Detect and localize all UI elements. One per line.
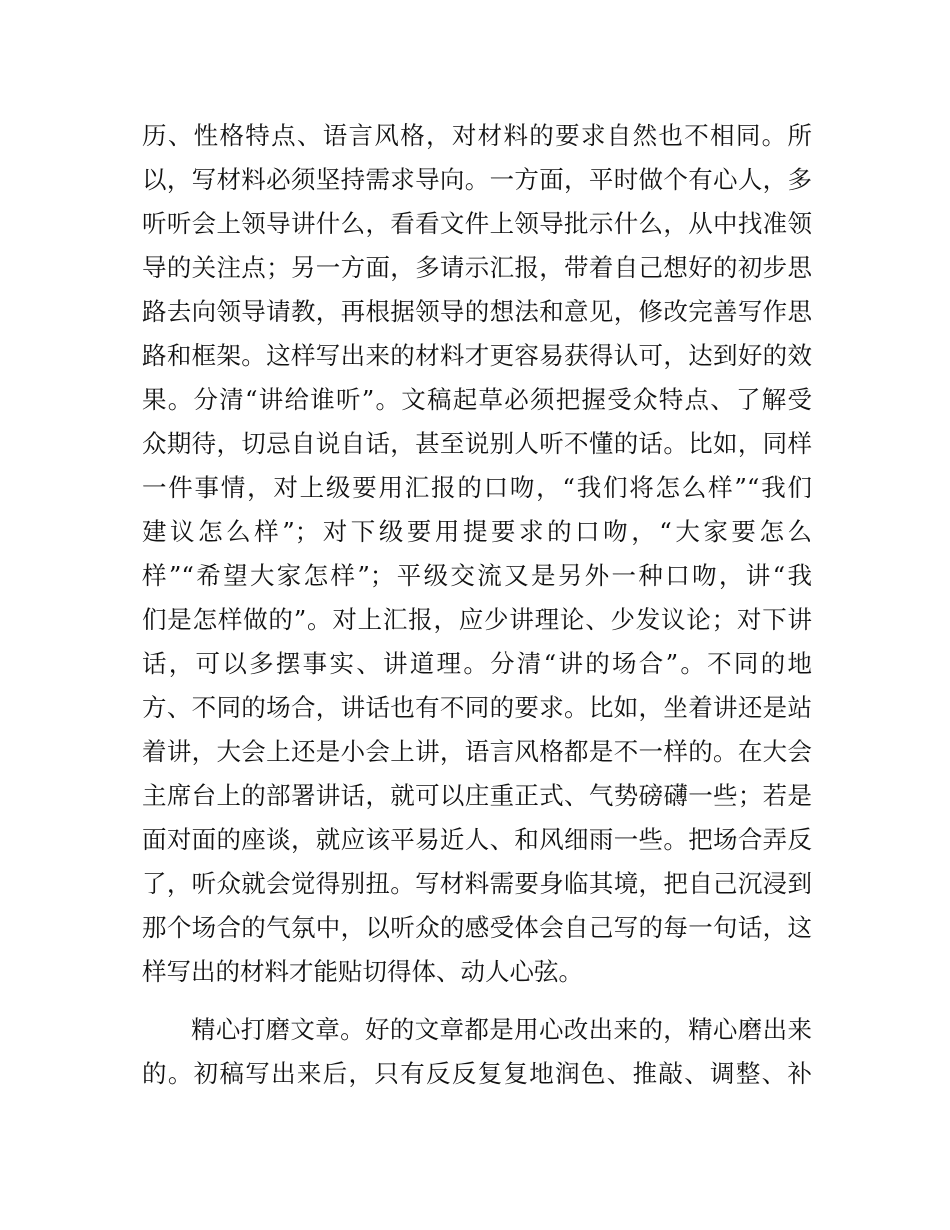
text-line: 主席台上的部署讲话，就可以庄重正式、气势磅礴一些；若是 xyxy=(142,781,812,810)
paragraph-spacer xyxy=(142,994,812,1008)
text-line: 话，可以多摆事实、讲道理。分清“讲的场合”。不同的地 xyxy=(142,649,812,678)
text-line: 着讲，大会上还是小会上讲，语言风格都是不一样的。在大会 xyxy=(142,737,812,766)
text-line: 样”“希望大家怎样”；平级交流又是另外一种口吻，讲“我 xyxy=(142,561,812,590)
text-line: 历、性格特点、语言风格，对材料的要求自然也不相同。所 xyxy=(142,121,812,150)
text-line: 面对面的座谈，就应该平易近人、和风细雨一些。把场合弄反 xyxy=(142,825,812,854)
text-line: 导的关注点；另一方面，多请示汇报，带着自己想好的初步思 xyxy=(142,253,812,282)
text-line: 精心打磨文章。好的文章都是用心改出来的，精心磨出来 xyxy=(191,1015,812,1044)
text-line: 一件事情，对上级要用汇报的口吻，“我们将怎么样”“我们 xyxy=(142,473,812,502)
text-line: 众期待，切忌自说自话，甚至说别人听不懂的话。比如，同样 xyxy=(142,429,812,458)
paragraph-1 xyxy=(142,114,812,994)
text-line: 路去向领导请教，再根据领导的想法和意见，修改完善写作思 xyxy=(142,297,812,326)
text-line: 了，听众就会觉得别扭。写材料需要身临其境，把自己沉浸到 xyxy=(142,869,812,898)
paragraph-2 xyxy=(142,1008,812,1096)
text-line: 那个场合的气氛中，以听众的感受体会自己写的每一句话，这 xyxy=(142,913,812,942)
text-line: 以，写材料必须坚持需求导向。一方面，平时做个有心人，多 xyxy=(142,165,812,194)
text-line: 样写出的材料才能贴切得体、动人心弦。 xyxy=(142,957,583,986)
text-line: 方、不同的场合，讲话也有不同的要求。比如，坐着讲还是站 xyxy=(142,693,812,722)
text-line: 听听会上领导讲什么，看看文件上领导批示什么，从中找准领 xyxy=(142,209,812,238)
text-line: 们是怎样做的”。对上汇报，应少讲理论、少发议论；对下讲 xyxy=(142,605,812,634)
text-line: 的。初稿写出来后，只有反反复复地润色、推敲、调整、补 xyxy=(142,1059,812,1088)
text-line: 路和框架。这样写出来的材料才更容易获得认可，达到好的效 xyxy=(142,341,812,370)
body-text xyxy=(142,114,812,1096)
text-line: 果。分清“讲给谁听”。文稿起草必须把握受众特点、了解受 xyxy=(142,385,812,414)
text-line: 建议怎么样”；对下级要用提要求的口吻，“大家要怎么 xyxy=(142,517,812,546)
